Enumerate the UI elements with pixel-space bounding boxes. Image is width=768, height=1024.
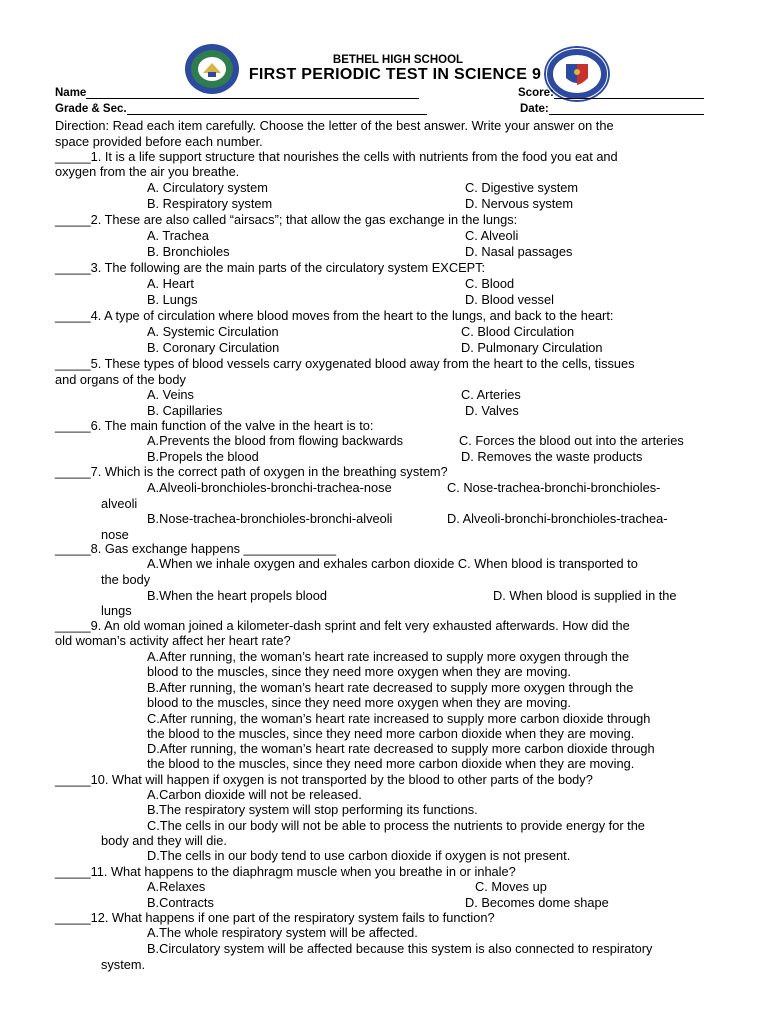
text-line: D. Alveoli-bronchi-bronchioles-trachea- [447,511,668,526]
name-field[interactable] [86,87,419,99]
text-line: alveoli [101,496,138,511]
grade-field-row [55,103,427,115]
text-line: blood to the muscles, since they need more oxygen when they are moving. [147,664,571,679]
text-line: A. Circulatory system [147,180,268,195]
text-line: _____1. It is a life support structure that nourishes the cells with nutrients from the food you eat and [55,149,618,164]
text-line: D. When blood is supplied in the [493,588,677,603]
text-line: B.After running, the woman’s heart rate decreased to supply more oxygen through the [147,680,634,695]
text-line: B.Circulatory system will be affected because this system is also connected to respiratory [147,941,653,956]
text-line: B. Capillaries [147,403,223,418]
name-label: Name [55,87,87,99]
text-line: the blood to the muscles, since they need more carbon dioxide when they are moving. [147,726,635,741]
text-line: A.When we inhale oxygen and exhales carbon dioxide C. When blood is transported to [147,556,638,571]
text-line: _____7. Which is the correct path of oxygen in the breathing system? [55,464,448,479]
score-field-row [518,87,704,99]
text-line: D.The cells in our body tend to use carbon dioxide if oxygen is not present. [147,848,571,863]
text-line: _____3. The following are the main parts of the circulatory system EXCEPT: [55,260,486,275]
text-line: A.Relaxes [147,879,206,894]
text-line: B. Respiratory system [147,196,273,211]
school-name: BETHEL HIGH SCHOOL [332,54,464,66]
text-line: C. Alveoli [465,228,519,243]
text-line: Direction: Read each item carefully. Choose the letter of the best answer. Write your answer on the [55,118,614,133]
text-line: D. Becomes dome shape [465,895,609,910]
text-line: system. [101,957,146,972]
text-line: B.Propels the blood [147,449,259,464]
text-line: B. Bronchioles [147,244,230,259]
grade-field[interactable] [127,103,427,115]
grade-label: Grade & Sec. [55,103,127,115]
text-line: A.Alveoli-bronchioles-bronchi-trachea-nose [147,480,392,495]
text-line: C. Arteries [461,387,521,402]
text-line: oxygen from the air you breathe. [55,164,240,179]
text-line: and organs of the body [55,372,186,387]
text-line: A.Prevents the blood from flowing backwards [147,433,404,448]
text-line: D. Pulmonary Circulation [461,340,603,355]
text-line: lungs [101,603,132,618]
text-line: C. Blood Circulation [461,324,575,339]
text-line: B. Lungs [147,292,198,307]
text-line: C. Moves up [475,879,547,894]
text-line: C. Blood [465,276,515,291]
text-line: C. Nose-trachea-bronchi-bronchioles- [447,480,661,495]
text-line: B.The respiratory system will stop performing its functions. [147,802,478,817]
text-line: _____10. What will happen if oxygen is not transported by the blood to other parts of the body? [55,772,593,787]
text-line: D. Removes the waste products [461,449,643,464]
text-line: _____9. An old woman joined a kilometer-dash sprint and felt very exhausted afterwards. How did the [55,618,630,633]
text-line: C.The cells in our body will not be able to process the nutrients to provide energy for the [147,818,645,833]
text-line: B.When the heart propels blood [147,588,327,603]
score-label: Score: [518,87,554,99]
name-field-row [55,87,419,99]
text-line: C.After running, the woman’s heart rate increased to supply more carbon dioxide through [147,711,651,726]
text-line: B. Coronary Circulation [147,340,280,355]
text-line: D. Valves [465,403,519,418]
text-line: _____6. The main function of the valve in the heart is to: [55,418,374,433]
text-line: _____12. What happens if one part of the respiratory system fails to function? [55,910,495,925]
date-label: Date: [520,103,549,115]
text-line: A. Systemic Circulation [147,324,279,339]
text-line: B.Contracts [147,895,214,910]
text-line: old woman’s activity affect her heart rate? [55,633,291,648]
text-line: _____5. These types of blood vessels carry oxygenated blood away from the heart to the cells, tissues [55,356,635,371]
text-line: D. Nervous system [465,196,574,211]
text-line: space provided before each number. [55,134,263,149]
text-line: _____2. These are also called “airsacs”; that allow the gas exchange in the lungs: [55,212,518,227]
text-line: the blood to the muscles, since they need more carbon dioxide when they are moving. [147,756,635,771]
text-line: D.After running, the woman’s heart rate decreased to supply more carbon dioxide through [147,741,655,756]
text-line: A. Trachea [147,228,209,243]
text-line: A.After running, the woman’s heart rate increased to supply more oxygen through the [147,649,630,664]
score-field[interactable] [554,87,704,99]
text-line: _____4. A type of circulation where blood moves from the heart to the lungs, and back to the heart: [55,308,614,323]
text-line: C. Forces the blood out into the arteries [459,433,684,448]
text-line: A. Heart [147,276,194,291]
text-line: A.Carbon dioxide will not be released. [147,787,362,802]
text-line: nose [101,527,129,542]
test-title: FIRST PERIODIC TEST IN SCIENCE 9 [248,66,542,83]
text-line: the body [101,572,151,587]
text-line: D. Blood vessel [465,292,554,307]
date-field[interactable] [549,103,704,115]
text-line: body and they will die. [101,833,227,848]
text-line: A. Veins [147,387,194,402]
text-line: _____11. What happens to the diaphragm muscle when you breathe in or inhale? [55,864,516,879]
text-line: C. Digestive system [465,180,579,195]
text-line: A.The whole respiratory system will be affected. [147,925,418,940]
text-line: _____8. Gas exchange happens _____________ [55,541,337,556]
date-field-row [520,103,704,115]
text-line: blood to the muscles, since they need more oxygen when they are moving. [147,695,571,710]
text-line: D. Nasal passages [465,244,573,259]
text-line: B.Nose-trachea-bronchioles-bronchi-alveoli [147,511,393,526]
